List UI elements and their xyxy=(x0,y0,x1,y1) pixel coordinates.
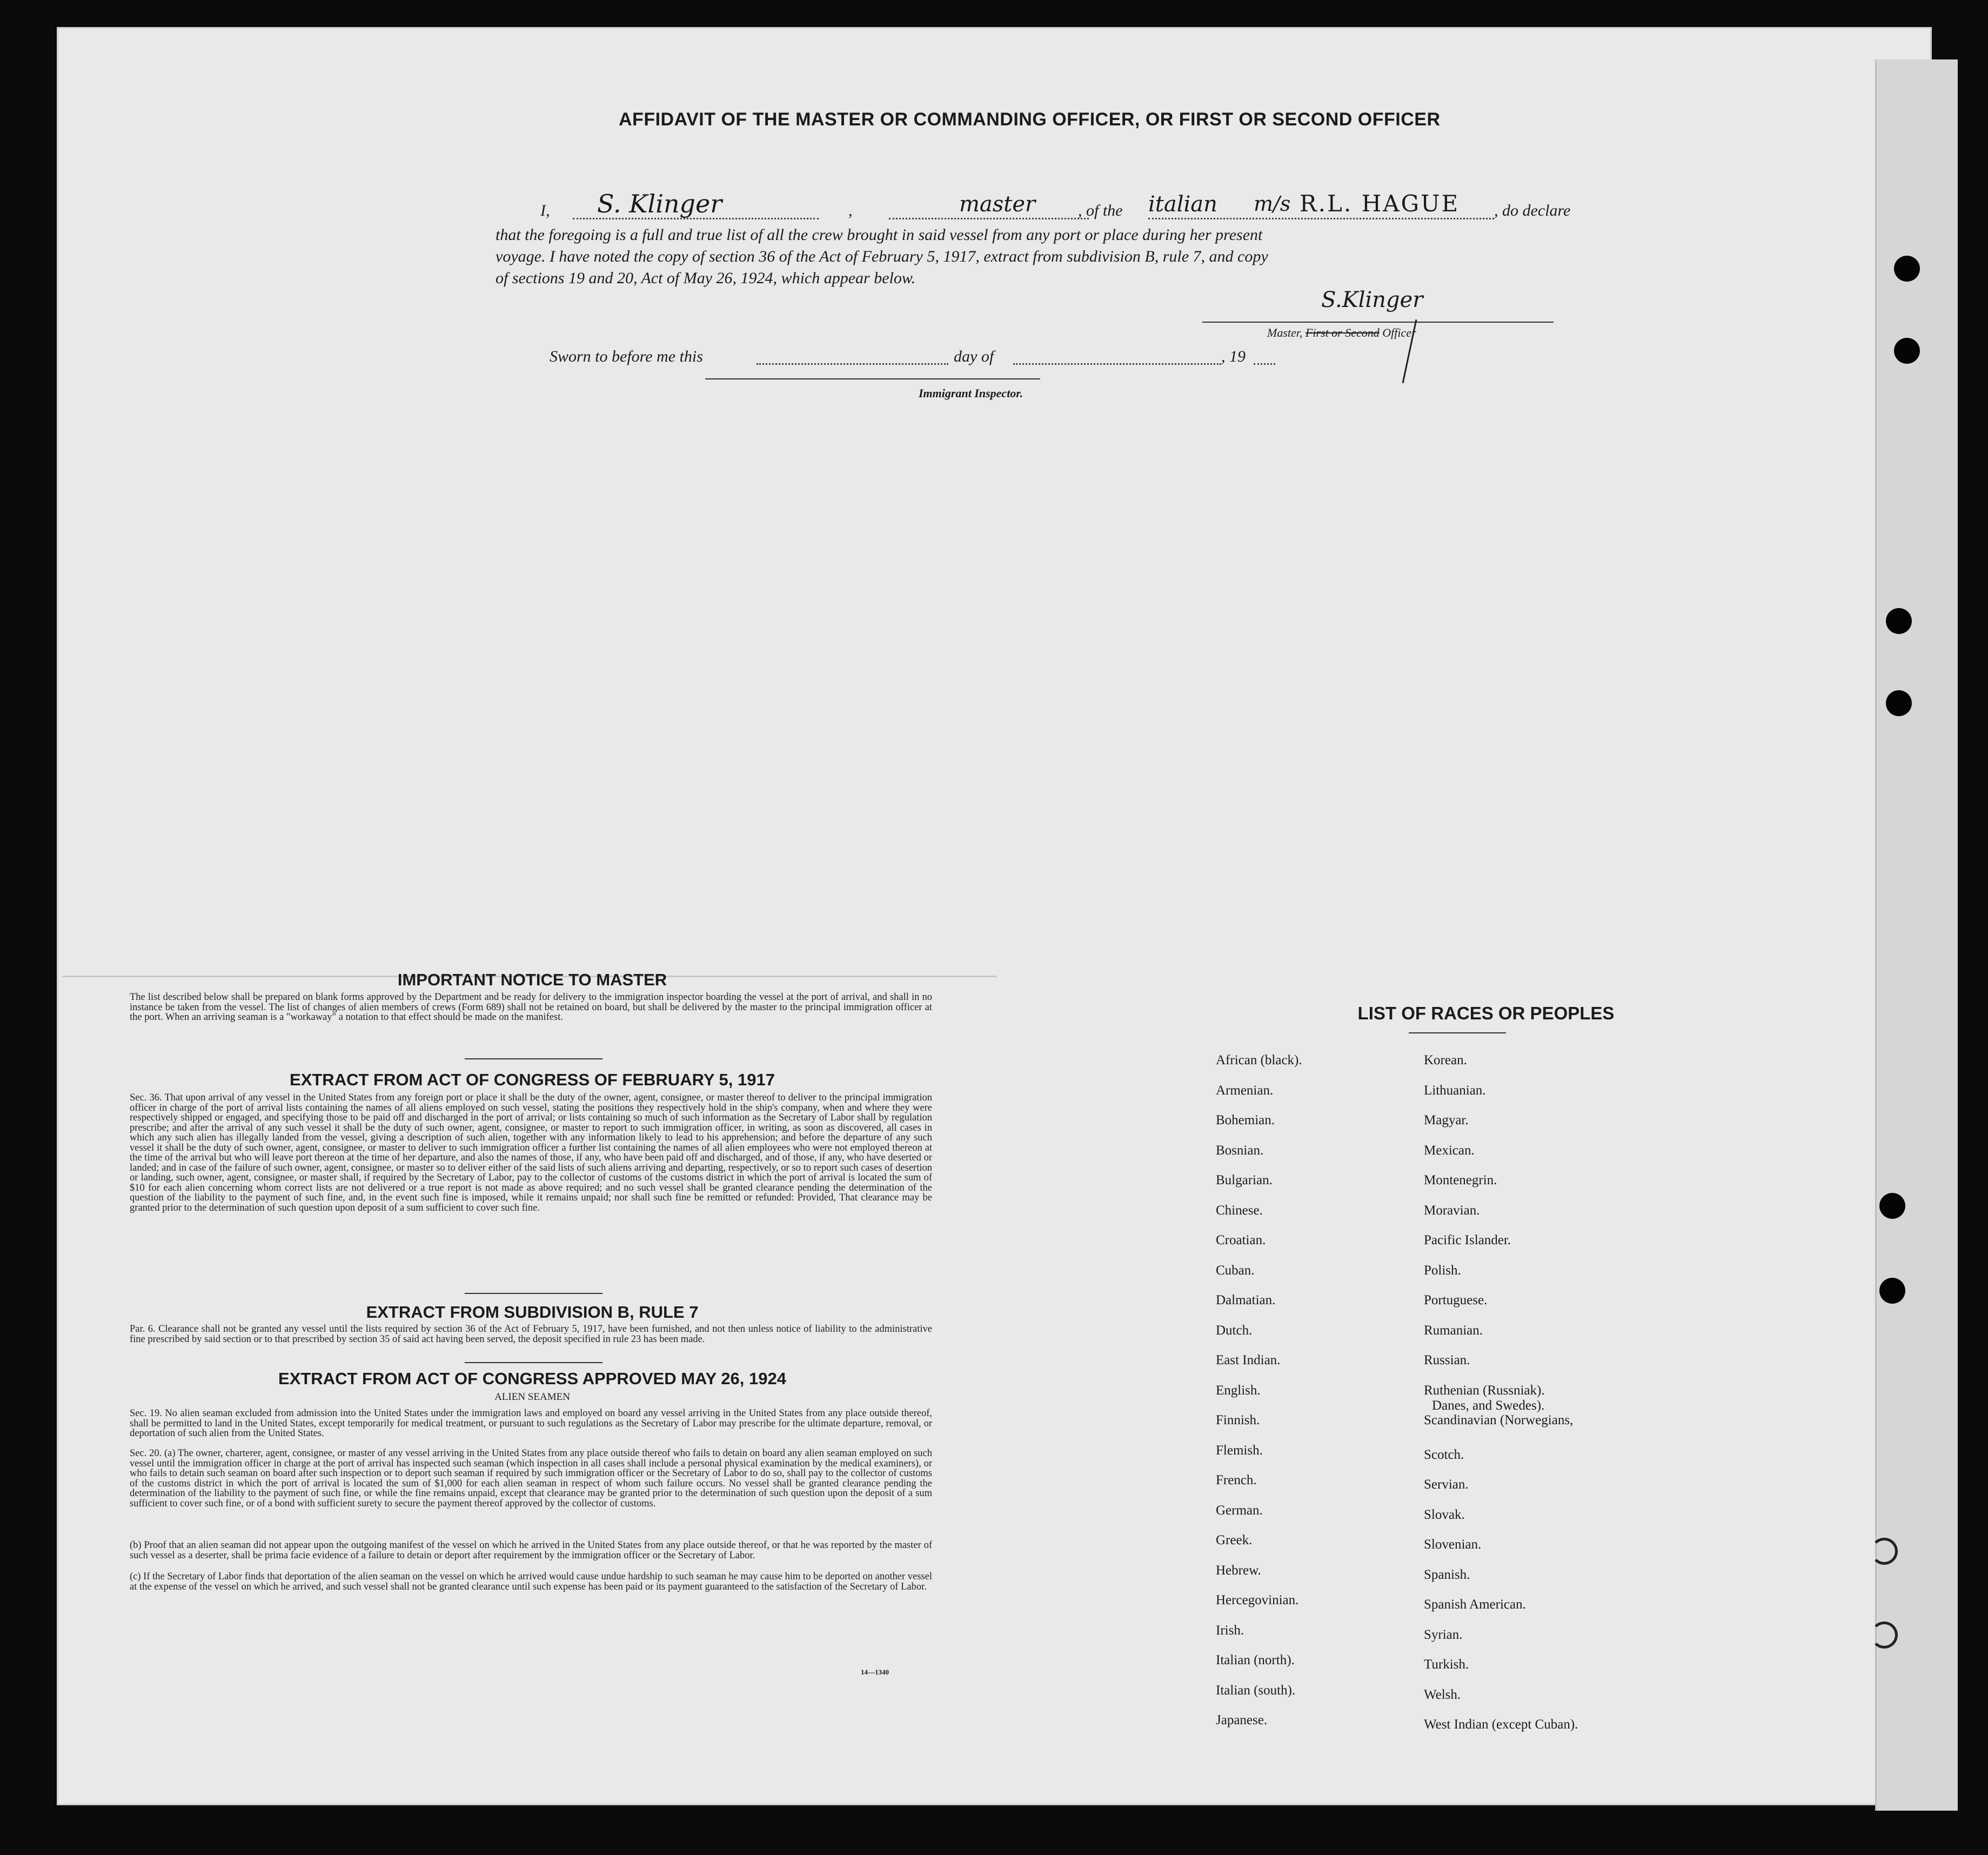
vessel-name-handwritten: R.L. HAGUE xyxy=(1300,190,1460,217)
inspector-signature-line xyxy=(705,378,1040,379)
race-item: Hebrew. xyxy=(1216,1563,1261,1578)
affidavit-line1-prefix: I, xyxy=(540,202,550,219)
sworn-year-line xyxy=(1254,363,1275,365)
race-item: Mexican. xyxy=(1424,1143,1475,1158)
race-item: West Indian (except Cuban). xyxy=(1424,1717,1578,1732)
comma: , xyxy=(848,202,853,219)
race-item: Syrian. xyxy=(1424,1627,1463,1642)
race-item: Italian (north). xyxy=(1216,1653,1295,1667)
race-item: Japanese. xyxy=(1216,1713,1268,1727)
vessel-prefix-handwritten: m/s xyxy=(1254,192,1291,216)
master-name-handwritten: S. Klinger xyxy=(597,189,722,218)
race-item: German. xyxy=(1216,1503,1263,1518)
affidavit-line3: voyage. I have noted the copy of section 36 of the Act of February 5, 1917, extract from subdivision B, rule 7, and copy xyxy=(496,248,1268,265)
race-item: Korean. xyxy=(1424,1053,1467,1067)
race-item: Montenegrin. xyxy=(1424,1173,1497,1187)
race-item: Ruthenian (Russniak). xyxy=(1424,1383,1545,1398)
race-item: Pacific Islander. xyxy=(1424,1233,1511,1247)
affidavit-line4: of sections 19 and 20, Act of May 26, 1924, which appear below. xyxy=(496,269,916,287)
race-item: Flemish. xyxy=(1216,1443,1263,1458)
race-item: Cuban. xyxy=(1216,1263,1255,1278)
binder-hole xyxy=(1879,1193,1905,1219)
extract-rule7-body: Par. 6. Clearance shall not be granted any vessel until the lists required by section 36 of the Act of February 5, 1917, have been furnished, and not then unless notice of liability to the administrative fine prescribed by said section or to that prescribed by section 35 of said act having been served, the deposit specified in rule 23 has been made. xyxy=(130,1324,932,1345)
nationality-handwritten: italian xyxy=(1148,192,1217,217)
sworn-month-line xyxy=(1013,363,1221,365)
notice-body: The list described below shall be prepared on blank forms approved by the Department and be ready for delivery to the immigration inspector boarding the vessel at the port of arrival, and shall in no instance be taken from the vessel. The list of changes of alien members of crews (Form 689) shall not be retained on board, but shall be delivered by the master to the principal immigration officer at the port. When an arriving seaman is a "workaway" a notation to that effect should be made on the manifest. xyxy=(130,992,932,1023)
race-item: Welsh. xyxy=(1424,1687,1461,1702)
divider xyxy=(465,1058,603,1059)
race-item: Bosnian. xyxy=(1216,1143,1264,1158)
rank-handwritten: master xyxy=(959,192,1036,217)
race-item: French. xyxy=(1216,1473,1257,1487)
race-item: Spanish American. xyxy=(1424,1597,1526,1612)
race-item: Slovak. xyxy=(1424,1507,1465,1522)
race-item: Armenian. xyxy=(1216,1083,1274,1098)
race-item: Spanish. xyxy=(1424,1567,1470,1582)
race-item: English. xyxy=(1216,1383,1261,1398)
extract-1924-title: EXTRACT FROM ACT OF CONGRESS APPROVED MAY 26, 1924 xyxy=(278,1369,786,1388)
races-title: LIST OF RACES OR PEOPLES xyxy=(1357,1003,1615,1023)
sec20c-body: (c) If the Secretary of Labor finds that deportation of the alien seaman on the vessel on which he arrived would cause undue hardship to such seaman he may cause him to be deported on another vessel at the expense of the vessel on which he arrived, and such vessel shall not be granted clearance until such expense has been paid or its payment guaranteed to the satisfaction of the Secretary of Labor. xyxy=(130,1571,932,1592)
race-item: Hercegovinian. xyxy=(1216,1593,1299,1607)
race-item: Bohemian. xyxy=(1216,1113,1275,1127)
sworn-year-label: , 19 xyxy=(1221,348,1246,365)
inspector-caption: Immigrant Inspector. xyxy=(919,386,1023,400)
sworn-date-line xyxy=(757,363,948,365)
race-item: Scandinavian (Norwegians, xyxy=(1424,1413,1574,1427)
binder-hole xyxy=(1871,1622,1898,1649)
race-item: East Indian. xyxy=(1216,1353,1281,1367)
race-item: Croatian. xyxy=(1216,1233,1266,1247)
document-page xyxy=(57,27,1932,1805)
sec20a-body: Sec. 20. (a) The owner, charterer, agent, consignee, or master of any vessel arriving in the United States from any place outside thereof who fails to detain on board any alien seaman employed on such vessel until the immigration officer in charge at the port of arrival has inspected such seaman (which inspection in all cases shall include a personal physical examination by the medical examiners), or who fails to detain such seaman on board after such inspection or to deport such seaman if required by such immigration officer or the Secretary of Labor to do so, shall pay to the collector of customs of the customs district in which the port of arrival is located the sum of $1,000 for each alien seaman in respect of whom such failure occurs. No vessel shall be granted clearance pending the determination of the liability to the payment of such fine, or while the fine remains unpaid, except that clearance may be granted prior to the determination of such question upon the deposit of a sum sufficient to cover such fine, or of a bond with sufficient surety to secure the payment thereof approved by the collector of customs. xyxy=(130,1448,932,1509)
race-item: Italian (south). xyxy=(1216,1683,1296,1698)
affidavit-title: AFFIDAVIT OF THE MASTER OR COMMANDING OFFICER, OR FIRST OR SECOND OFFICER xyxy=(619,109,1441,130)
race-item: Dalmatian. xyxy=(1216,1293,1276,1307)
sec20b-body: (b) Proof that an alien seaman did not appear upon the outgoing manifest of the vessel on which he arrived in the United States from any place outside thereof, or that he was reported by the master of such vessel as a deserter, shall be prima facie evidence of a failure to detain or deport after requirement by the immigration officer or the Secretary of Labor. xyxy=(130,1540,932,1561)
sec19-body: Sec. 19. No alien seaman excluded from admission into the United States under the immigration laws and employed on board any vessel arriving in the United States from any place outside thereof, shall be permitted to land in the United States, except temporarily for medical treatment, or pursuant to such regulations as the Secretary of Labor may prescribe for the ultimate departure, removal, or deportation of such alien from the United States. xyxy=(130,1408,932,1439)
extract-1917-title: EXTRACT FROM ACT OF CONGRESS OF FEBRUARY 5, 1917 xyxy=(290,1070,775,1089)
race-item: Magyar. xyxy=(1424,1113,1469,1127)
do-declare-label: , do declare xyxy=(1494,202,1571,219)
signature-line xyxy=(1202,322,1554,323)
extract-rule7-title: EXTRACT FROM SUBDIVISION B, RULE 7 xyxy=(366,1303,699,1322)
rank-field-line xyxy=(889,218,1089,219)
race-item: Rumanian. xyxy=(1424,1323,1483,1338)
race-item: Lithuanian. xyxy=(1424,1083,1486,1098)
race-item: African (black). xyxy=(1216,1053,1302,1067)
race-item: Slovenian. xyxy=(1424,1537,1482,1552)
binder-hole xyxy=(1894,338,1920,364)
race-item: Finnish. xyxy=(1216,1413,1260,1427)
race-item: Dutch. xyxy=(1216,1323,1253,1338)
race-item: Russian. xyxy=(1424,1353,1470,1367)
race-item: Scotch. xyxy=(1424,1447,1464,1462)
race-item-continuation: Danes, and Swedes). xyxy=(1432,1398,1545,1413)
binder-hole xyxy=(1871,1538,1898,1565)
divider xyxy=(465,1362,603,1363)
signature-caption: Master, First or Second Officer xyxy=(1267,326,1416,339)
binder-hole xyxy=(1879,1278,1905,1304)
affidavit-line2: that the foregoing is a full and true list of all the crew brought in said vessel from any port or place during her present xyxy=(496,226,1263,244)
extract-1917-body: Sec. 36. That upon arrival of any vessel in the United States from any foreign port or place it shall be the duty of the owner, agent, consignee, or master thereof to deliver to the principal immigration officer in charge of the port of arrival lists containing the names of all aliens employed on such vessel, stating the positions they respectively hold in the ship's company, when and where they were respectively shipped or engaged, and specifying those to be paid off and discharged in the port of arrival; or lists containing so much of such information as the Secretary of Labor shall by regulation prescribe; and after the arrival of any such vessel it shall be the duty of such owner, agent, consignee, or master to report to such immigration officer, in writing, as soon as discovered, all cases in which any such alien has illegally landed from the vessel, giving a description of such alien, together with any information likely to lead to his apprehension; and before the departure of any such vessel it shall be the duty of such owner, agent, consignee, or master to deliver to such immigration officer a further list containing the names of all alien employees who were not employed thereon at the time of the arrival but who will leave port thereon at the time of her departure, and also the names of those, if any, who have been paid off and discharged, and of those, if any, who have deserted or landed; and in case of the failure of such owner, agent, consignee, or master so to deliver either of the said lists of such aliens arriving and departing, respectively, or so to report such cases of desertion or landing, such owner, agent, consignee, or master shall, if required by the Secretary of Labor, pay to the collector of customs of the customs district in which the port of arrival is located the sum of $10 for each alien concerning whom correct lists are not delivered or a true report is not made as above required; and no such vessel shall be granted clearance pending the determination of the question of the liability to the payment of such fine, and, in the event such fine is imposed, while it remains unpaid; nor shall such fine be remitted or refunded: Provided, That clearance may be granted prior to the determination of such question upon deposit of a sum sufficient to cover such fine. xyxy=(130,1092,932,1213)
race-item: Chinese. xyxy=(1216,1203,1263,1218)
of-the-label: , of the xyxy=(1078,202,1123,219)
vessel-field-line xyxy=(1148,218,1494,219)
sworn-label: Sworn to before me this xyxy=(550,348,703,365)
race-item: Servian. xyxy=(1424,1477,1469,1492)
alien-seamen-subtitle: ALIEN SEAMEN xyxy=(494,1391,570,1403)
notice-title: IMPORTANT NOTICE TO MASTER xyxy=(397,970,667,989)
race-item: Portuguese. xyxy=(1424,1293,1488,1307)
sworn-day-label: day of xyxy=(954,348,994,365)
master-signature: S.Klinger xyxy=(1321,288,1423,312)
binder-hole xyxy=(1886,690,1912,716)
race-item: Irish. xyxy=(1216,1623,1244,1638)
race-item: Moravian. xyxy=(1424,1203,1480,1218)
races-divider xyxy=(1409,1032,1506,1033)
race-item: Bulgarian. xyxy=(1216,1173,1273,1187)
binder-hole xyxy=(1894,256,1920,282)
race-item: Turkish. xyxy=(1424,1657,1469,1672)
divider xyxy=(465,1293,603,1294)
binder-hole xyxy=(1886,608,1912,634)
race-item: Polish. xyxy=(1424,1263,1461,1278)
race-item: Greek. xyxy=(1216,1533,1253,1547)
form-number: 14—1340 xyxy=(861,1668,889,1676)
